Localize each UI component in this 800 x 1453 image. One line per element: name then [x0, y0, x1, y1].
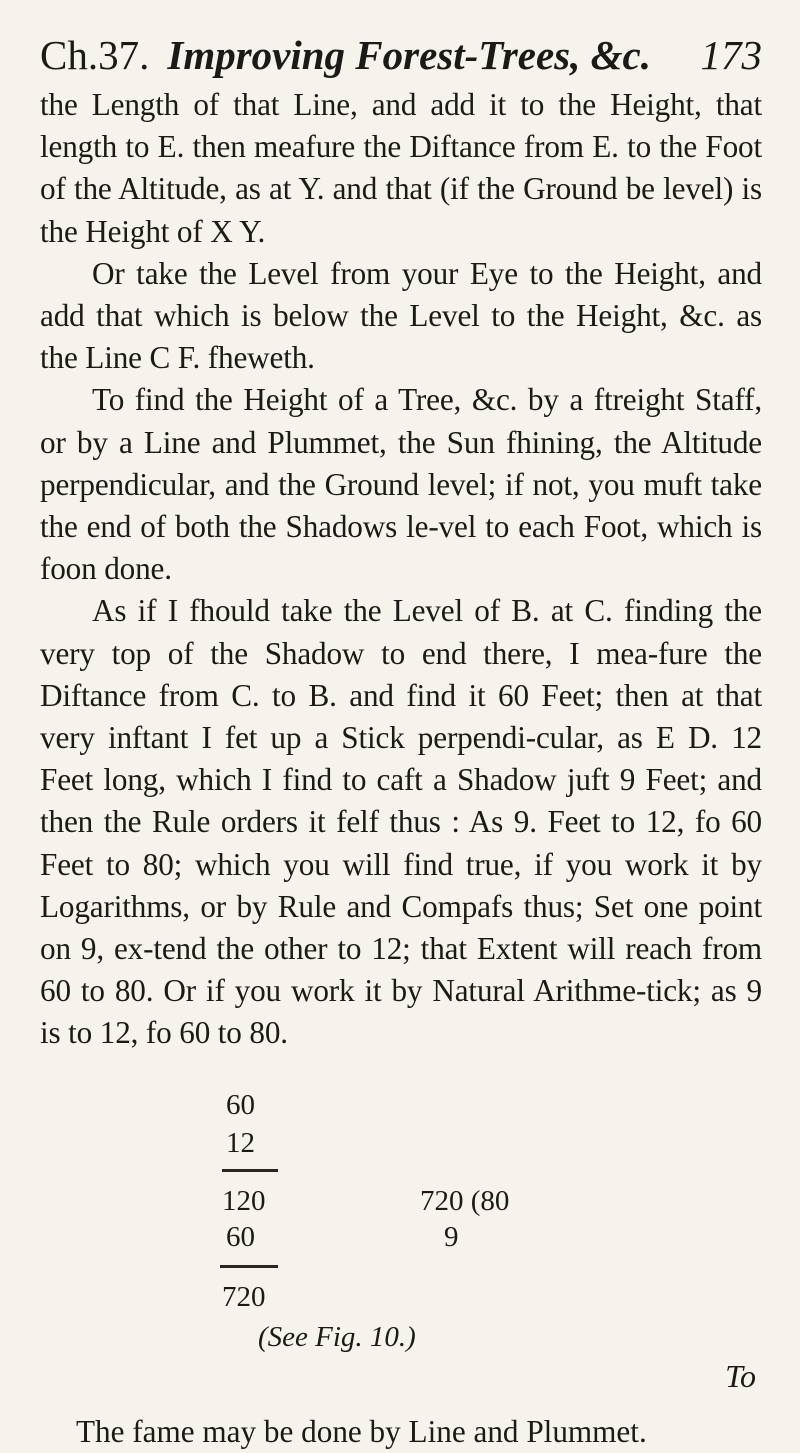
calc-value: 60 — [226, 1088, 255, 1121]
calc-rule — [220, 1265, 278, 1268]
calc-value: 720 — [222, 1280, 266, 1313]
figure-reference: (See Fig. 10.) — [258, 1320, 416, 1353]
catchword: To — [725, 1358, 756, 1394]
body-text — [40, 84, 762, 1055]
closing-line: The fame may be done by Line and Plummet. — [76, 1413, 647, 1449]
paragraph: As if I fhould take the Level of B. at C. finding the very top of the Shadow to end there, I mea-fure the Diftance from C. to B. and find it 60 Feet; then at that very inftant I fet up a Stick perpendi-cular, as E D. 12 Feet long, which I find to caft a Shadow juft 9 Feet; and then the Rule orders it felf thus : As 9. Feet to 12, fo 60 Feet to 80; which you will find true, if you work it by Logarithms, or by Rule and Compafs thus; Set one point on 9, ex-tend the other to 12; that Extent will reach from 60 to 80. Or if you work it by Natural Arithme-tick; as 9 is to 12, fo 60 to 80. — [40, 593, 762, 1051]
paragraph: Or take the Level from your Eye to the Height, and add that which is below the Level to the Height, &c. as the Line C F. fheweth. — [40, 255, 762, 376]
calc-value: 60 — [226, 1220, 255, 1253]
calc-rule — [222, 1169, 278, 1172]
paragraph: the Length of that Line, and add it to the Height, that length to E. then meafure the Diftance from E. to the Foot of the Altitude, as at Y. and that (if the Ground be level) is the Height of X Y. — [40, 87, 762, 249]
paragraph: To find the Height of a Tree, &c. by a ftreight Staff, or by a Line and Plummet, the Sun fhining, the Altitude perpendicular, and the Ground level; if not, you muft take the end of both the Shadows le-vel to each Foot, which is foon done. — [40, 382, 762, 587]
running-head — [40, 28, 762, 82]
worked-calculation — [40, 1081, 762, 1411]
page-number: 173 — [700, 32, 762, 78]
running-title: Improving Forest-Trees, &c. — [167, 32, 651, 78]
calc-value: 120 — [222, 1184, 266, 1217]
calc-value: 9 — [444, 1220, 459, 1253]
calc-value: 12 — [226, 1126, 255, 1159]
chapter-label: Ch.37. — [40, 32, 150, 78]
calc-value: 720 (80 — [420, 1184, 510, 1217]
